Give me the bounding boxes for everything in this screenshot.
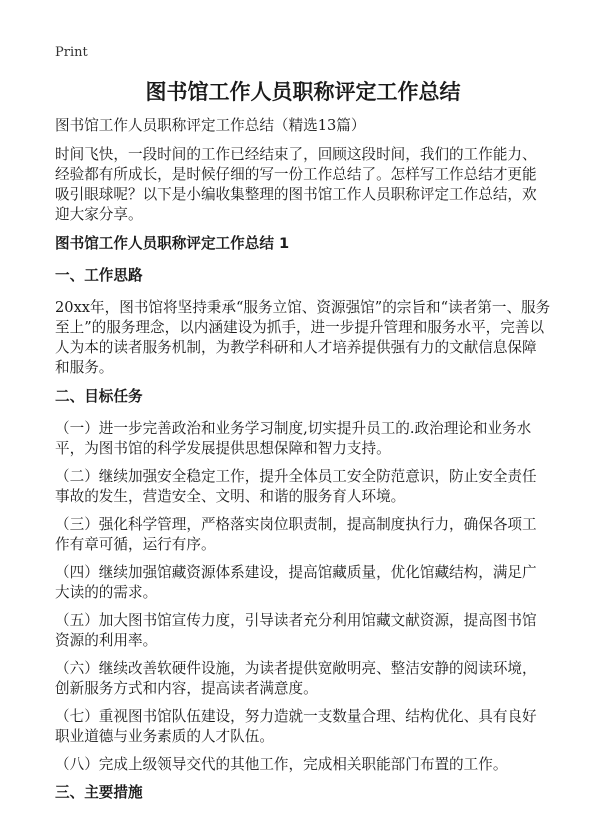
intro-paragraph: 时间飞快，一段时间的工作已经结束了，回顾这段时间，我们的工作能力、经验都有所成长，是时候仔细的写一份工作总结了。怎样写工作总结才更能吸引眼球呢？以下是小编收集整理的图书馆工作人员职称评定工作总结，欢迎大家分享。 — [55, 146, 537, 223]
task-item: （八）完成上级领导交代的其他工作，完成相关职能部门布置的工作。 — [55, 756, 508, 773]
task-item: （四）继续加强馆藏资源体系建设，提高馆藏质量，优化馆藏结构，满足广大读的的需求。 — [55, 564, 537, 601]
task-item: （二）继续加强安全稳定工作，提升全体员工安全防范意识，防止安全责任事故的发生，营造安全、文明、和谐的服务育人环境。 — [55, 468, 537, 505]
task-item: （五）加大图书馆宣传力度，引导读者充分利用馆藏文献资源，提高图书馆资源的利用率。 — [55, 612, 537, 649]
print-link[interactable]: Print — [55, 45, 88, 60]
heading-work-approach: 一、工作思路 — [55, 267, 143, 284]
page-title: 图书馆工作人员职称评定工作总结 — [145, 80, 461, 104]
subtitle: 图书馆工作人员职称评定工作总结（精选13篇） — [55, 117, 366, 134]
task-item: （六）继续改善软硬件设施，为读者提供宽敞明亮、整洁安静的阅读环境，创新服务方式和内容，提高读者满意度。 — [55, 660, 537, 697]
section-title: 图书馆工作人员职称评定工作总结 1 — [55, 235, 290, 252]
heading-goals: 二、目标任务 — [55, 388, 143, 405]
task-item: （三）强化科学管理，严格落实岗位职责制，提高制度执行力，确保各项工作有章可循，运行有序。 — [55, 516, 537, 553]
work-approach-paragraph: 20xx年，图书馆将坚持秉承“服务立馆、资源强馆”的宗旨和“读者第一、服务至上”的服务理念，以内涵建设为抓手，进一步提升管理和服务水平，完善以人为本的读者服务机制，为教学科研和人才培养提供强有力的文献信息保障和服务。 — [55, 299, 551, 376]
task-item: （一）进一步完善政治和业务学习制度,切实提升员工的.政治理论和业务水平，为图书馆的科学发展提供思想保障和智力支持。 — [55, 420, 532, 457]
heading-main-measures: 三、主要措施 — [55, 784, 143, 801]
task-item: （七）重视图书馆队伍建设，努力造就一支数量合理、结构优化、具有良好职业道德与业务素质的人才队伍。 — [55, 708, 537, 745]
